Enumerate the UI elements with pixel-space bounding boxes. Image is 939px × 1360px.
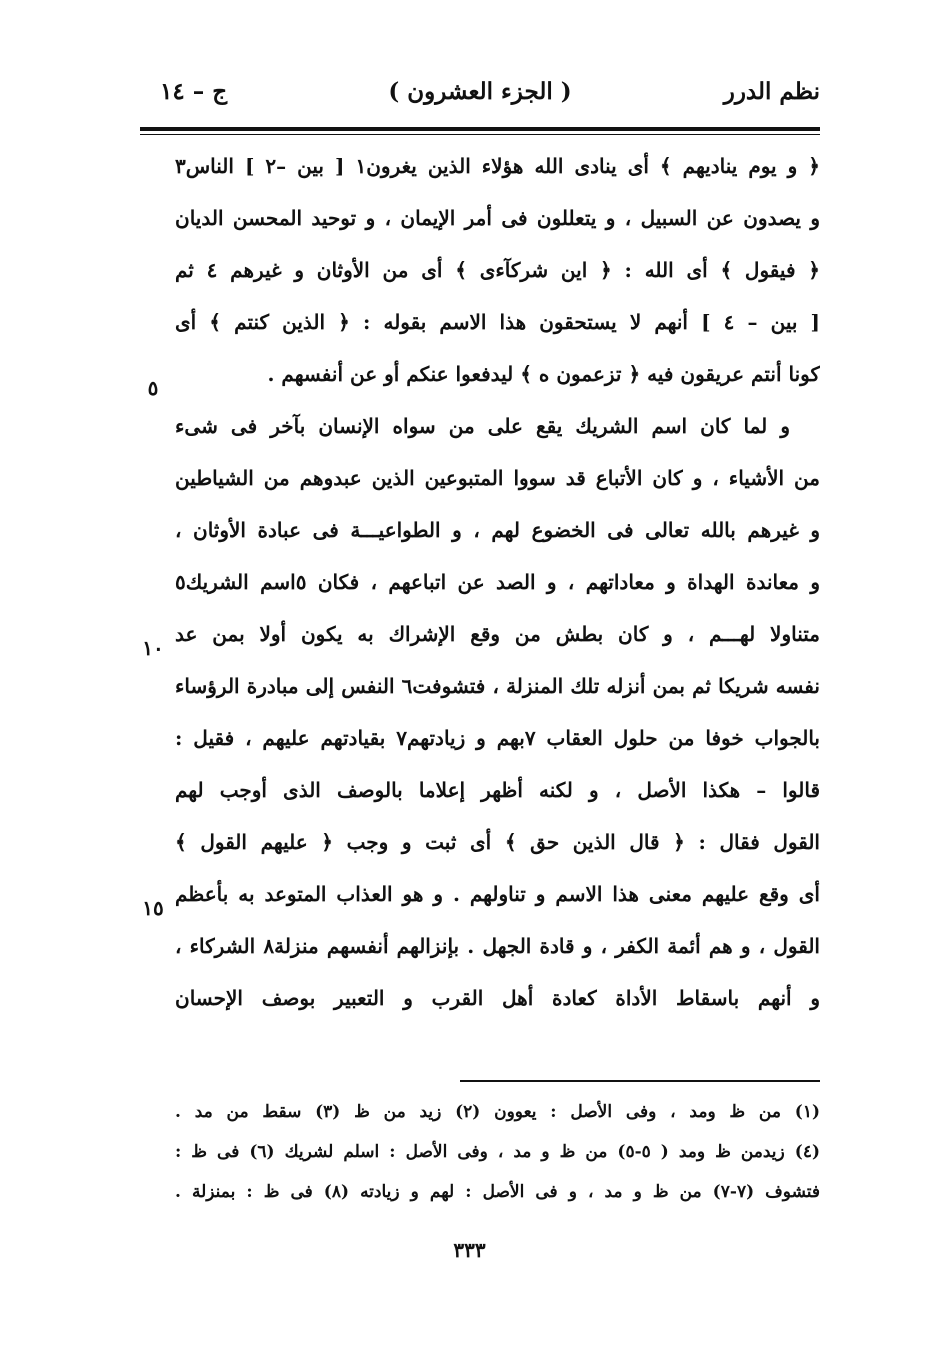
running-header	[140, 78, 820, 118]
text-line-7: من الأشياء ، و كان الأتباع قد سووا المتبوعين الذين عبدوهم من الشياطين	[175, 466, 820, 490]
text-line-11: نفسه شريكا ثم بمن أنزله تلك المنزلة ، فتشوفت٦ النفس إلى مبادرة الرؤساء	[175, 674, 820, 698]
text-line-17: و أنهم باسقاط الأداة كعادة أهل القرب و التعبير بوصف الإحسان	[175, 986, 820, 1010]
text-line-4: [ بين – ٤ ] أنهم لا يستحقون هذا الاسم بقوله : ﴿ الذين كنتم ﴾ أى	[175, 310, 820, 334]
text-line-15: أى وقع عليهم معنى هذا الاسم و تناولهم . و هو العذاب المتوعد به بأعظم	[175, 882, 820, 906]
text-line-13: قالوا – هكذا الأصل ، و لكنه أظهر إعلاما بالوصف الذى أوجب لهم	[175, 778, 820, 802]
text-line-3: ﴿ فيقول ﴾ أى الله : ﴿ اين شركآءى ﴾ أى من الأوثان و غيرهم ٤ ثم	[175, 258, 820, 282]
text-line-6: و لما كان اسم الشريك يقع على من سواه الإنسان بآخر فى شىء	[175, 414, 790, 438]
text-line-9: و معاندة الهداة و معاداتهم ، و الصد عن اتباعهم ، فكان ٥اسم الشريك٥	[175, 570, 820, 594]
text-line-14: القول فقال : ﴿ قال الذين حق ﴾ أى ثبت و وجب ﴿ عليهم القول ﴾	[175, 830, 820, 854]
footnote-line-1: (١) من ظ ومد ، وفى الأصل : يعوون (٢) زيد من ظ (٣) سقط من مد .	[175, 1102, 820, 1122]
header-rule-thin	[140, 134, 820, 135]
header-rule	[140, 127, 820, 131]
text-line-5: كونا أنتم عريقون فيه ﴿ تزعمون ه ﴾ ليدفعوا عنكم أو عن أنفسهم .	[267, 362, 820, 386]
text-line-1: ﴿ و يوم يناديهم ﴾ أى ينادى الله هؤلاء الذين يغرون١ [ بين –٢ ] الناس٣	[175, 154, 820, 178]
book-title: نظم الدرر	[723, 78, 820, 105]
footnote-line-2: (٤) زيدمن ظ ومد ( ٥-٥) من ظ و مد ، وفى الأصل : اسلم لشريك (٦) فى ظ :	[175, 1142, 820, 1162]
main-text	[175, 140, 820, 1024]
part-title: ( الجزء العشرون )	[388, 78, 572, 105]
volume-label: ج – ١٤	[160, 78, 228, 105]
text-line-2: و يصدون عن السبيل ، و يتعللون فى أمر الإيمان ، و توحيد المحسن الديان	[175, 206, 820, 230]
text-line-16: القول ، و هم أئمة الكفر ، و قادة الجهل . بإنزالهم أنفسهم منزلة٨ الشركاء ،	[175, 934, 820, 958]
footnotes	[175, 1092, 820, 1212]
text-line-10: متناولا لهـــم ، و كان بطش من وقع الإشراك به يكون أولا بمن عد	[175, 622, 820, 646]
line-number-5: ٥	[147, 376, 159, 400]
footnote-line-3: فتشوف (٧-٧) من ظ و مد ، و فى الأصل : لهم و زيادته (٨) فى ظ : بمنزلة .	[175, 1182, 820, 1202]
page-number: ٣٣٣	[453, 1238, 486, 1262]
text-line-8: و غيرهم بالله تعالى فى الخضوع لهم ، و الطواعيـــة فى عبادة الأوثان ،	[175, 518, 820, 542]
text-line-12: بالجواب خوفا من حلول العقاب ٧بهم و زيادتهم٧ بقيادتهم عليهم ، فقيل :	[175, 726, 820, 750]
line-number-15: ١٥	[142, 896, 164, 920]
line-number-10: ١٠	[142, 636, 164, 660]
footnote-rule	[460, 1080, 820, 1082]
